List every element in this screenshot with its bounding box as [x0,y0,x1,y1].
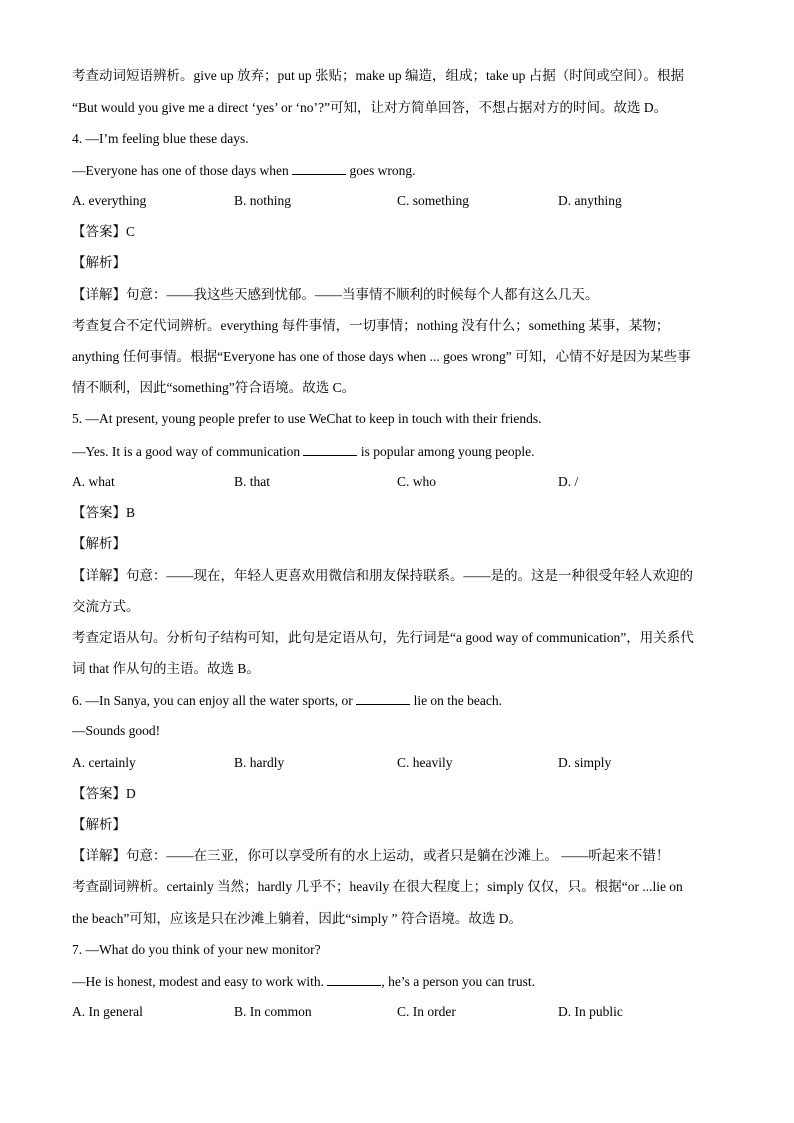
explanation-line: the beach”可知，应该是只在沙滩上躺着，因此“simply ” 符合语境。故选 D。 [72,911,522,926]
option-c: C. something [397,193,470,208]
question-5-stem: 5. —At present, young people prefer to use WeChat to keep in touch with their friends. [72,411,542,426]
answer-blank [292,160,346,175]
explanation-line: 情不顺利，因此“something”符合语境。故选 C。 [72,380,356,395]
option-d: D. In public [558,1004,623,1019]
question-4-stem: 4. —I’m feeling blue these days. [72,131,249,146]
option-b: B. hardly [234,755,285,770]
answer-blank [303,441,357,456]
option-a: A. In general [72,1004,143,1019]
answer-label: 【答案】C [72,224,136,239]
option-d: D. anything [558,193,622,208]
reply-text: , he’s a person you can trust. [381,974,536,989]
explanation-line: 考查副词辨析。certainly 当然；hardly 几乎不；heavily 在很大程度上；simply 仅仅，只。根据“or ...lie on [72,879,683,894]
answer-blank [356,690,410,705]
reply-text: —Yes. It is a good way of communication [72,444,301,459]
analysis-label: 【解析】 [72,817,126,832]
stem-text: 6. —In Sanya, you can enjoy all the water sports, or [72,693,353,708]
option-c: C. In order [397,1004,456,1019]
option-b: B. In common [234,1004,312,1019]
stem-text: lie on the beach. [413,693,503,708]
option-a: A. what [72,474,115,489]
reply-text: is popular among young people. [360,444,535,459]
reply-text: goes wrong. [349,163,416,178]
option-c: C. who [397,474,437,489]
option-d: D. simply [558,755,612,770]
explanation-line: “But would you give me a direct ‘yes’ or ‘no’?”可知，让对方简单回答，不想占据对方的时间。故选 D。 [72,100,668,115]
detail-line: 【详解】句意：——我这些天感到忧郁。——当事情不顺利的时候每个人都有这么几天。 [72,287,599,302]
option-d: D. / [558,474,579,489]
detail-line: 交流方式。 [72,599,140,614]
question-6-stem [72,690,722,711]
explanation-line: 考查复合不定代词辨析。everything 每件事情，一切事情；nothing 没有什么；something 某事，某物； [72,318,670,333]
question-7-stem: 7. —What do you think of your new monitor? [72,942,321,957]
question-5-reply [72,441,722,462]
explanation-line: 词 that 作从句的主语。故选 B。 [72,661,260,676]
explanation-line: anything 任何事情。根据“Everyone has one of those days when ... goes wrong” 可知，心情不好是因为某些事 [72,349,691,364]
explanation-line: 考查动词短语辨析。give up 放弃；put up 张贴；make up 编造，组成；take up 占据（时间或空间）。根据 [72,68,684,83]
option-b: B. that [234,474,270,489]
option-a: A. certainly [72,755,136,770]
answer-label: 【答案】B [72,505,136,520]
reply-text: —Everyone has one of those days when [72,163,289,178]
detail-line: 【详解】句意：——现在，年轻人更喜欢用微信和朋友保持联系。——是的。这是一种很受年轻人欢迎的 [72,568,693,583]
explanation-line: 考查定语从句。分析句子结构可知，此句是定语从句，先行词是“a good way of communication”，用关系代 [72,630,694,645]
question-6-reply: —Sounds good! [72,723,161,738]
detail-line: 【详解】句意：——在三亚，你可以享受所有的水上运动，或者只是躺在沙滩上。 ——听起来不错！ [72,848,670,863]
option-a: A. everything [72,193,147,208]
reply-text: —He is honest, modest and easy to work with. [72,974,324,989]
option-c: C. heavily [397,755,453,770]
answer-blank [327,971,381,986]
answer-label: 【答案】D [72,786,136,801]
question-4-reply [72,160,722,181]
analysis-label: 【解析】 [72,255,126,270]
question-7-reply [72,971,722,992]
analysis-label: 【解析】 [72,536,126,551]
option-b: B. nothing [234,193,292,208]
